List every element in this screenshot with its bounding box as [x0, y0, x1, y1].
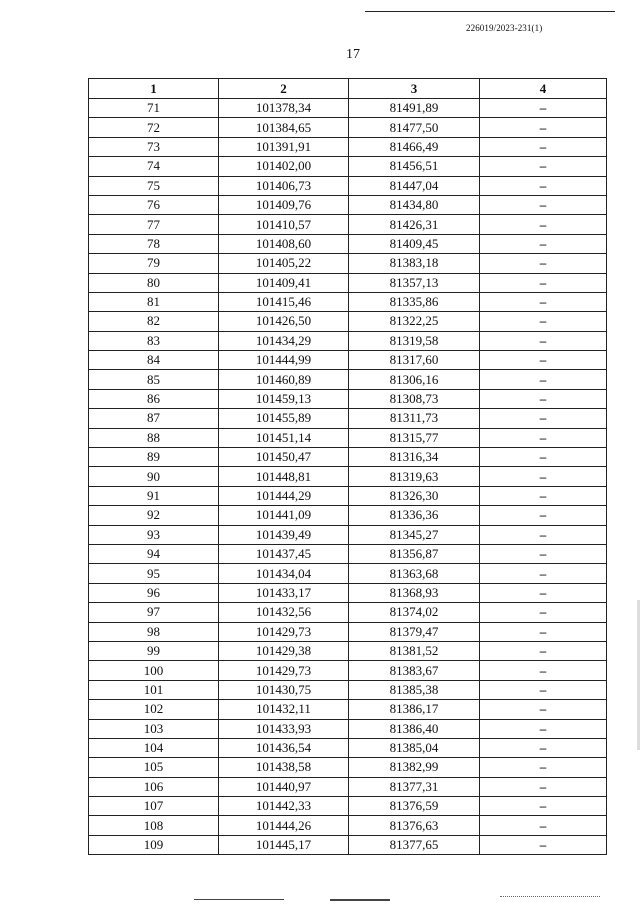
coordinates-table — [88, 78, 607, 855]
table-cell-col4: – — [480, 603, 607, 622]
table-header-row — [89, 79, 607, 99]
table-cell-col4: – — [480, 661, 607, 680]
table-cell-col1: 73 — [89, 137, 219, 156]
table-cell-col1: 81 — [89, 292, 219, 311]
table-row — [89, 331, 607, 350]
table-cell-col1: 89 — [89, 448, 219, 467]
table-cell-col2: 101455,89 — [219, 409, 349, 428]
table-row — [89, 157, 607, 176]
table-cell-col1: 98 — [89, 622, 219, 641]
table-cell-col1: 93 — [89, 525, 219, 544]
table-cell-col2: 101432,56 — [219, 603, 349, 622]
table-cell-col4: – — [480, 312, 607, 331]
table-cell-col4: – — [480, 622, 607, 641]
table-cell-col1: 79 — [89, 254, 219, 273]
table-cell-col2: 101441,09 — [219, 506, 349, 525]
table-cell-col1: 108 — [89, 816, 219, 835]
table-cell-col2: 101405,22 — [219, 254, 349, 273]
table-cell-col3: 81381,52 — [349, 641, 480, 660]
table-cell-col4: – — [480, 370, 607, 389]
table-cell-col3: 81319,63 — [349, 467, 480, 486]
table-cell-col3: 81368,93 — [349, 583, 480, 602]
table-cell-col3: 81376,59 — [349, 797, 480, 816]
table-cell-col3: 81386,17 — [349, 700, 480, 719]
table-cell-col2: 101444,99 — [219, 351, 349, 370]
table-cell-col1: 87 — [89, 409, 219, 428]
table-cell-col1: 100 — [89, 661, 219, 680]
table-cell-col3: 81377,65 — [349, 835, 480, 854]
table-row — [89, 777, 607, 796]
table-row — [89, 758, 607, 777]
table-cell-col2: 101434,04 — [219, 564, 349, 583]
top-rule — [365, 11, 615, 12]
table-cell-col2: 101408,60 — [219, 234, 349, 253]
table-row — [89, 797, 607, 816]
table-row — [89, 409, 607, 428]
table-cell-col1: 95 — [89, 564, 219, 583]
table-row — [89, 661, 607, 680]
table-row — [89, 700, 607, 719]
table-cell-col4: – — [480, 195, 607, 214]
table-cell-col1: 90 — [89, 467, 219, 486]
table-cell-col1: 104 — [89, 738, 219, 757]
table-cell-col2: 101444,26 — [219, 816, 349, 835]
table-cell-col3: 81376,63 — [349, 816, 480, 835]
table-cell-col4: – — [480, 797, 607, 816]
table-cell-col1: 103 — [89, 719, 219, 738]
column-header-3: 3 — [349, 79, 480, 99]
table-cell-col3: 81385,04 — [349, 738, 480, 757]
table-row — [89, 564, 607, 583]
table-cell-col2: 101433,93 — [219, 719, 349, 738]
table-cell-col1: 88 — [89, 428, 219, 447]
footer-rule-left — [194, 899, 284, 900]
table-cell-col2: 101402,00 — [219, 157, 349, 176]
table-row — [89, 448, 607, 467]
table-row — [89, 641, 607, 660]
table-row — [89, 273, 607, 292]
table-cell-col1: 71 — [89, 99, 219, 118]
table-cell-col1: 94 — [89, 544, 219, 563]
table-cell-col2: 101444,29 — [219, 486, 349, 505]
table-cell-col3: 81383,67 — [349, 661, 480, 680]
table-cell-col2: 101445,17 — [219, 835, 349, 854]
table-cell-col4: – — [480, 157, 607, 176]
table-cell-col4: – — [480, 409, 607, 428]
table-cell-col3: 81477,50 — [349, 118, 480, 137]
table-cell-col1: 106 — [89, 777, 219, 796]
document-number: 226019/2023-231(1) — [466, 23, 543, 33]
table-body — [89, 99, 607, 855]
table-cell-col2: 101429,38 — [219, 641, 349, 660]
table-cell-col2: 101391,91 — [219, 137, 349, 156]
table-row — [89, 486, 607, 505]
table-cell-col3: 81326,30 — [349, 486, 480, 505]
table-row — [89, 835, 607, 854]
table-cell-col2: 101410,57 — [219, 215, 349, 234]
table-row — [89, 738, 607, 757]
table-row — [89, 719, 607, 738]
table-cell-col4: – — [480, 583, 607, 602]
table-cell-col2: 101409,76 — [219, 195, 349, 214]
table-cell-col3: 81379,47 — [349, 622, 480, 641]
footer-dots — [500, 896, 600, 899]
table-cell-col4: – — [480, 486, 607, 505]
table-cell-col4: – — [480, 428, 607, 447]
table-cell-col1: 83 — [89, 331, 219, 350]
table-cell-col4: – — [480, 758, 607, 777]
table-cell-col3: 81306,16 — [349, 370, 480, 389]
table-cell-col3: 81345,27 — [349, 525, 480, 544]
table-cell-col3: 81466,49 — [349, 137, 480, 156]
table-cell-col2: 101436,54 — [219, 738, 349, 757]
table-row — [89, 137, 607, 156]
table-cell-col4: – — [480, 176, 607, 195]
table-cell-col3: 81315,77 — [349, 428, 480, 447]
table-row — [89, 351, 607, 370]
table-cell-col2: 101437,45 — [219, 544, 349, 563]
table-cell-col3: 81383,18 — [349, 254, 480, 273]
table-row — [89, 215, 607, 234]
table-row — [89, 525, 607, 544]
table-row — [89, 506, 607, 525]
table-cell-col2: 101440,97 — [219, 777, 349, 796]
table-cell-col4: – — [480, 118, 607, 137]
table-cell-col4: – — [480, 680, 607, 699]
table-cell-col2: 101450,47 — [219, 448, 349, 467]
table-cell-col4: – — [480, 292, 607, 311]
table-cell-col3: 81426,31 — [349, 215, 480, 234]
table-cell-col2: 101442,33 — [219, 797, 349, 816]
table-cell-col3: 81385,38 — [349, 680, 480, 699]
table-cell-col3: 81491,89 — [349, 99, 480, 118]
table-cell-col4: – — [480, 777, 607, 796]
table-cell-col1: 99 — [89, 641, 219, 660]
table-cell-col2: 101459,13 — [219, 389, 349, 408]
table-cell-col3: 81374,02 — [349, 603, 480, 622]
table-cell-col1: 77 — [89, 215, 219, 234]
table-cell-col4: – — [480, 738, 607, 757]
table-cell-col4: – — [480, 215, 607, 234]
table-cell-col3: 81377,31 — [349, 777, 480, 796]
table-row — [89, 370, 607, 389]
table-cell-col4: – — [480, 719, 607, 738]
table-cell-col3: 81308,73 — [349, 389, 480, 408]
table-cell-col4: – — [480, 273, 607, 292]
table-cell-col3: 81335,86 — [349, 292, 480, 311]
table-cell-col3: 81336,36 — [349, 506, 480, 525]
table-cell-col3: 81311,73 — [349, 409, 480, 428]
table-row — [89, 389, 607, 408]
table-cell-col1: 101 — [89, 680, 219, 699]
table-cell-col2: 101432,11 — [219, 700, 349, 719]
table-cell-col4: – — [480, 467, 607, 486]
table-row — [89, 428, 607, 447]
table-cell-col4: – — [480, 525, 607, 544]
footer-rule-center — [330, 899, 390, 901]
table-cell-col4: – — [480, 234, 607, 253]
table-row — [89, 195, 607, 214]
table-cell-col1: 72 — [89, 118, 219, 137]
table-row — [89, 254, 607, 273]
table-cell-col4: – — [480, 448, 607, 467]
table-cell-col1: 76 — [89, 195, 219, 214]
table-cell-col2: 101460,89 — [219, 370, 349, 389]
table-cell-col1: 74 — [89, 157, 219, 176]
table-cell-col1: 102 — [89, 700, 219, 719]
table-cell-col4: – — [480, 99, 607, 118]
column-header-2: 2 — [219, 79, 349, 99]
table-cell-col3: 81357,13 — [349, 273, 480, 292]
table-cell-col2: 101438,58 — [219, 758, 349, 777]
table-cell-col1: 75 — [89, 176, 219, 195]
table-cell-col4: – — [480, 137, 607, 156]
table-cell-col1: 107 — [89, 797, 219, 816]
table-cell-col4: – — [480, 544, 607, 563]
table-cell-col4: – — [480, 331, 607, 350]
table-cell-col1: 78 — [89, 234, 219, 253]
table-cell-col2: 101384,65 — [219, 118, 349, 137]
table-cell-col2: 101448,81 — [219, 467, 349, 486]
table-cell-col4: – — [480, 835, 607, 854]
table-cell-col2: 101409,41 — [219, 273, 349, 292]
table-cell-col3: 81319,58 — [349, 331, 480, 350]
table-row — [89, 544, 607, 563]
table-cell-col1: 86 — [89, 389, 219, 408]
table-cell-col3: 81456,51 — [349, 157, 480, 176]
table-row — [89, 99, 607, 118]
table-row — [89, 118, 607, 137]
table-cell-col1: 84 — [89, 351, 219, 370]
table-cell-col2: 101378,34 — [219, 99, 349, 118]
table-cell-col4: – — [480, 641, 607, 660]
table-cell-col2: 101439,49 — [219, 525, 349, 544]
table-cell-col1: 105 — [89, 758, 219, 777]
table-cell-col1: 92 — [89, 506, 219, 525]
table-row — [89, 312, 607, 331]
column-header-1: 1 — [89, 79, 219, 99]
table-cell-col2: 101426,50 — [219, 312, 349, 331]
table-cell-col2: 101434,29 — [219, 331, 349, 350]
table-cell-col2: 101406,73 — [219, 176, 349, 195]
table-row — [89, 603, 607, 622]
table-cell-col2: 101429,73 — [219, 622, 349, 641]
table-cell-col3: 81382,99 — [349, 758, 480, 777]
table-cell-col4: – — [480, 700, 607, 719]
table-cell-col1: 96 — [89, 583, 219, 602]
table-cell-col3: 81434,80 — [349, 195, 480, 214]
table-row — [89, 583, 607, 602]
table-cell-col3: 81363,68 — [349, 564, 480, 583]
table-cell-col4: – — [480, 506, 607, 525]
table-cell-col1: 97 — [89, 603, 219, 622]
table-cell-col1: 82 — [89, 312, 219, 331]
page-number: 17 — [346, 47, 360, 62]
table-cell-col3: 81322,25 — [349, 312, 480, 331]
table-cell-col4: – — [480, 564, 607, 583]
table-cell-col3: 81317,60 — [349, 351, 480, 370]
table-row — [89, 292, 607, 311]
table-cell-col3: 81386,40 — [349, 719, 480, 738]
table-cell-col4: – — [480, 389, 607, 408]
table-cell-col1: 109 — [89, 835, 219, 854]
table-cell-col2: 101451,14 — [219, 428, 349, 447]
table-cell-col4: – — [480, 254, 607, 273]
table-cell-col3: 81316,34 — [349, 448, 480, 467]
table-cell-col3: 81409,45 — [349, 234, 480, 253]
table-row — [89, 622, 607, 641]
table-cell-col2: 101433,17 — [219, 583, 349, 602]
table-row — [89, 176, 607, 195]
table-row — [89, 467, 607, 486]
table-cell-col2: 101415,46 — [219, 292, 349, 311]
column-header-4: 4 — [480, 79, 607, 99]
table-row — [89, 680, 607, 699]
table-cell-col3: 81447,04 — [349, 176, 480, 195]
table-cell-col4: – — [480, 351, 607, 370]
table-cell-col4: – — [480, 816, 607, 835]
table-row — [89, 234, 607, 253]
table-row — [89, 816, 607, 835]
table-cell-col2: 101429,73 — [219, 661, 349, 680]
table-cell-col3: 81356,87 — [349, 544, 480, 563]
table-cell-col1: 85 — [89, 370, 219, 389]
table-cell-col1: 80 — [89, 273, 219, 292]
table-cell-col1: 91 — [89, 486, 219, 505]
table-cell-col2: 101430,75 — [219, 680, 349, 699]
